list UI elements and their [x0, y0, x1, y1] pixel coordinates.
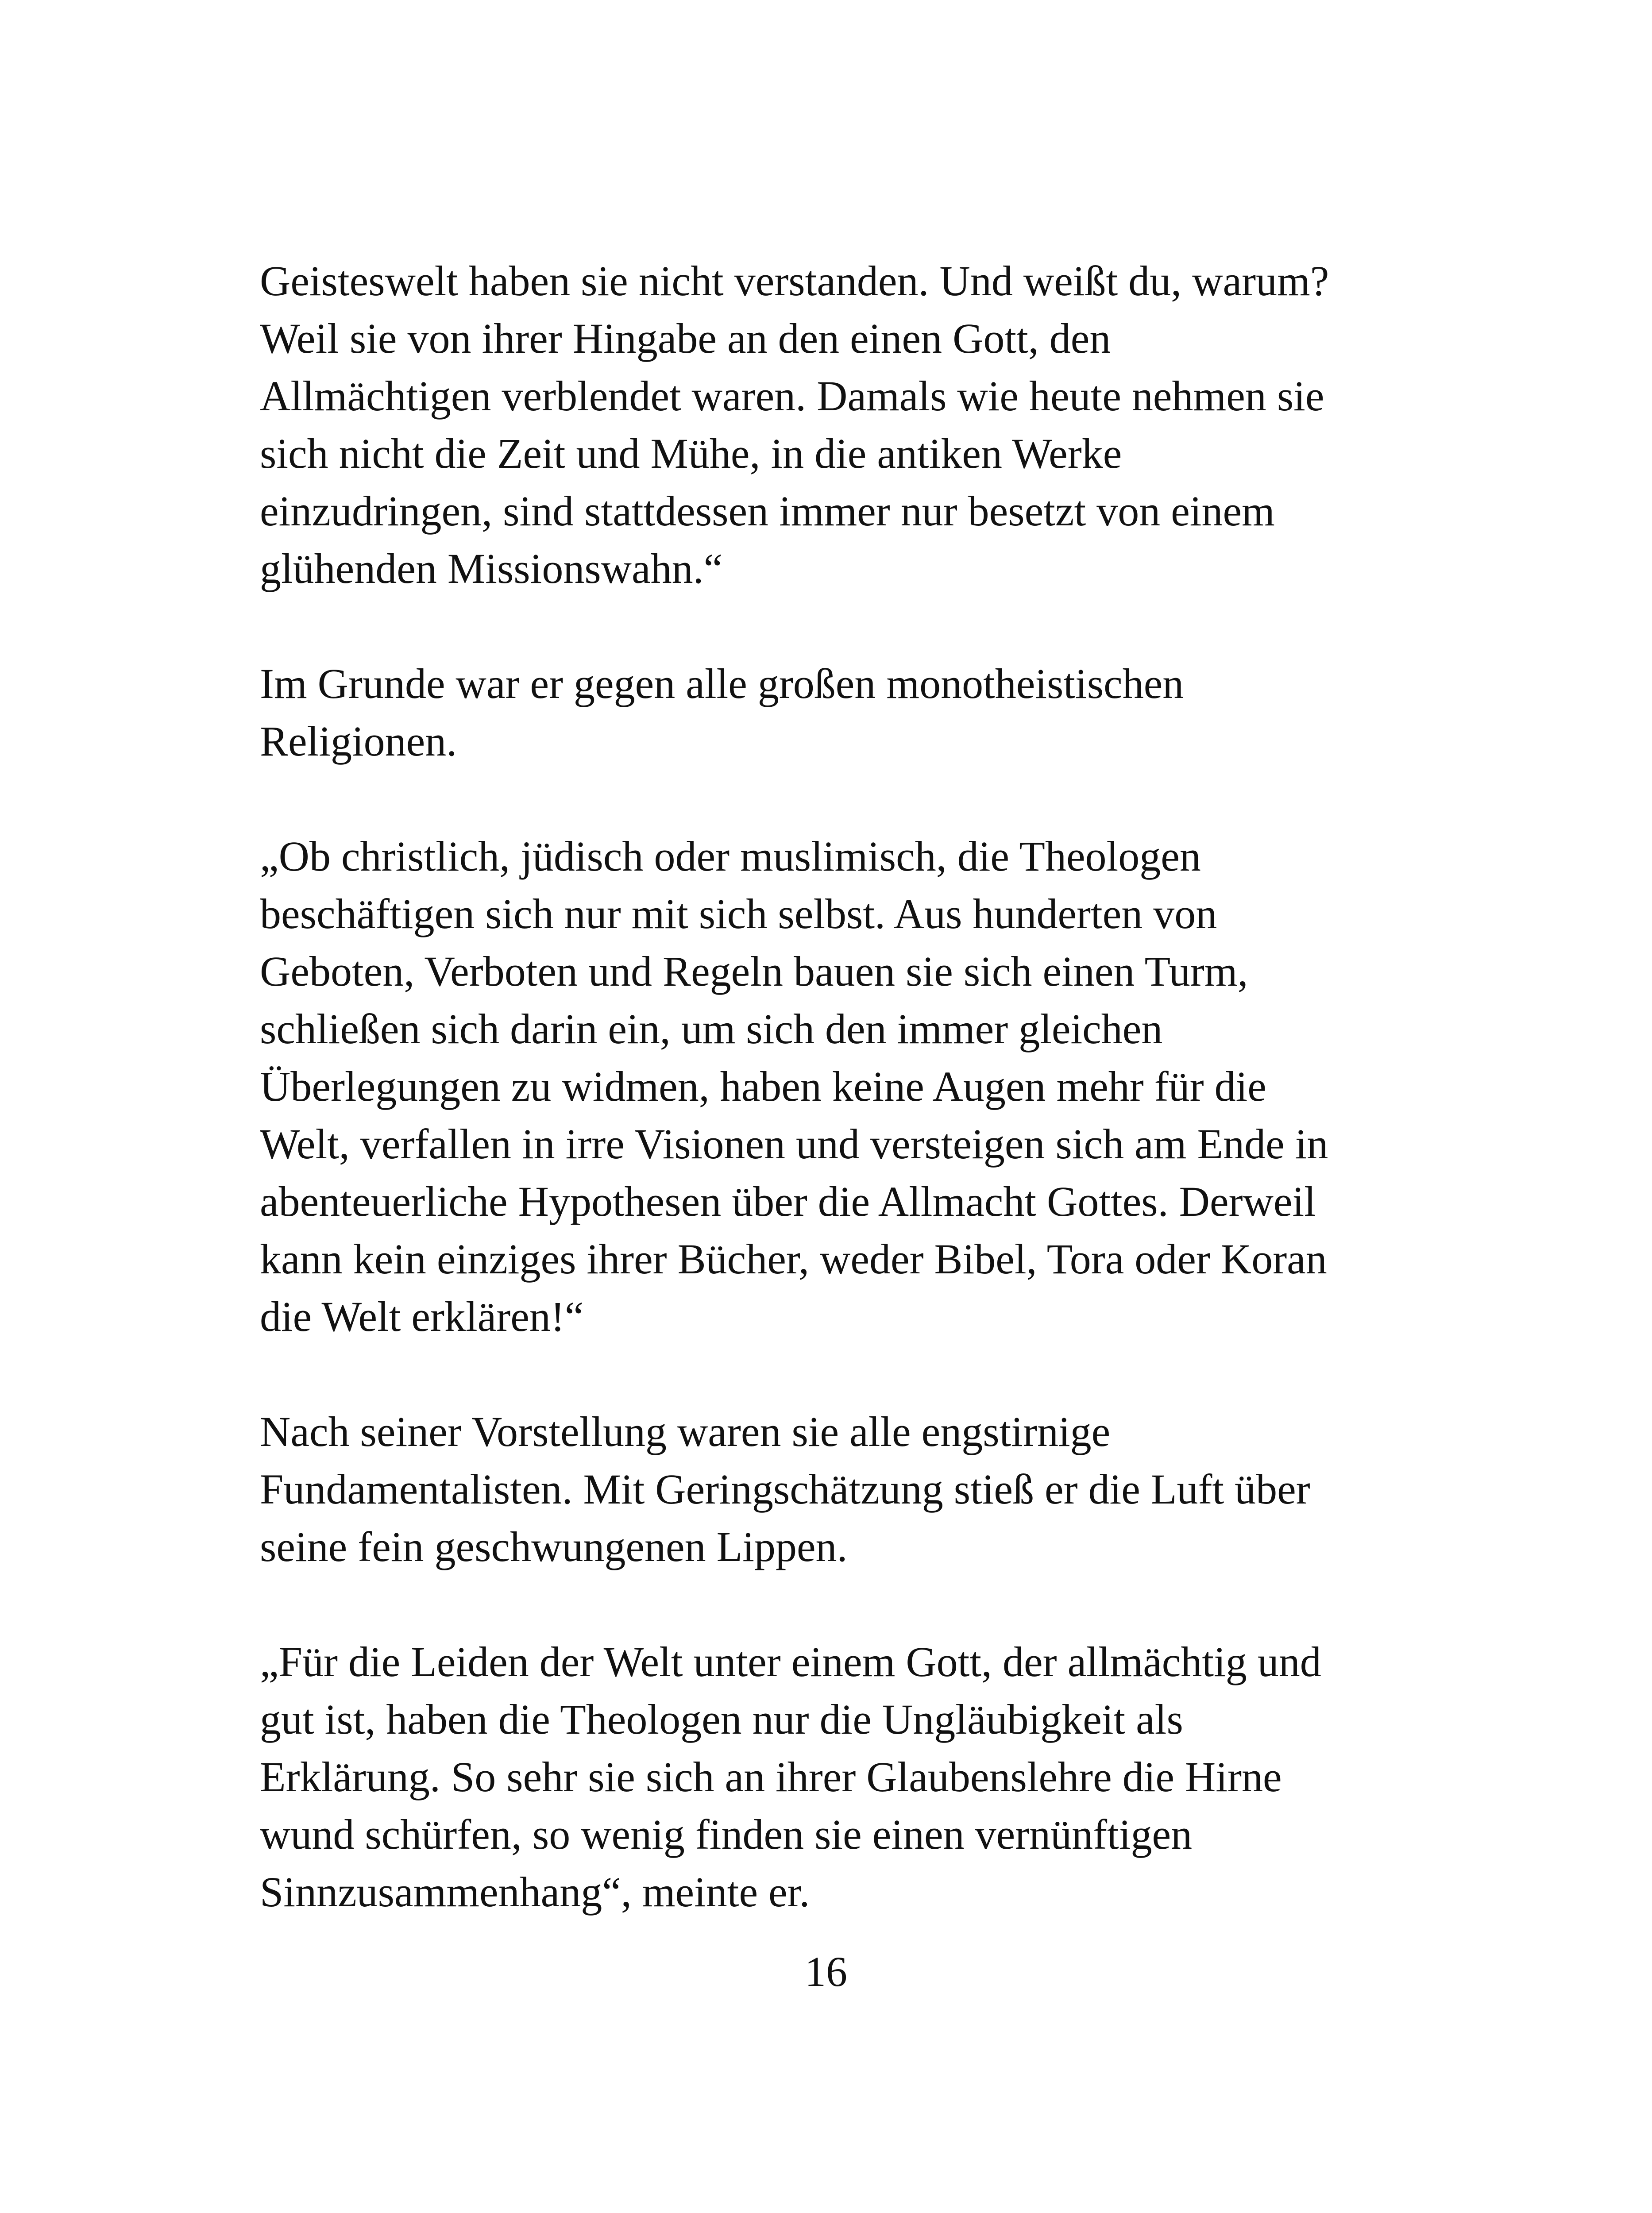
text-line: seine fein geschwungenen Lippen.	[260, 1523, 848, 1570]
text-line: wund schürfen, so wenig finden sie einen vernünftigen	[260, 1811, 1193, 1858]
paragraph	[260, 1633, 1393, 1921]
text-line: Religionen.	[260, 717, 457, 765]
text-line: Im Grunde war er gegen alle großen monotheistischen	[260, 660, 1184, 707]
text-line: glühenden Missionswahn.“	[260, 545, 723, 592]
text-line: beschäftigen sich nur mit sich selbst. Aus hunderten von	[260, 890, 1217, 937]
text-line: schließen sich darin ein, um sich den immer gleichen	[260, 1005, 1163, 1053]
text-line: die Welt erklären!“	[260, 1293, 584, 1340]
text-line: kann kein einziges ihrer Bücher, weder Bibel, Tora oder Koran	[260, 1235, 1327, 1283]
text-line: „Ob christlich, jüdisch oder muslimisch, die Theologen	[260, 833, 1201, 880]
text-line: Allmächtigen verblendet waren. Damals wie heute nehmen sie	[260, 372, 1324, 420]
text-line: abenteuerliche Hypothesen über die Allmacht Gottes. Derweil	[260, 1178, 1316, 1225]
text-line: Erklärung. So sehr sie sich an ihrer Glaubenslehre die Hirne	[260, 1753, 1282, 1800]
text-line: Geisteswelt haben sie nicht verstanden. Und weißt du, warum?	[260, 257, 1329, 305]
body-text	[260, 252, 1393, 1921]
text-line: Fundamentalisten. Mit Geringschätzung stieß er die Luft über	[260, 1465, 1310, 1513]
text-line: Nach seiner Vorstellung waren sie alle engstirnige	[260, 1408, 1111, 1455]
text-line: Welt, verfallen in irre Visionen und versteigen sich am Ende in	[260, 1120, 1328, 1168]
paragraph	[260, 655, 1393, 770]
text-line: sich nicht die Zeit und Mühe, in die antiken Werke	[260, 430, 1122, 477]
page-number: 16	[805, 1948, 847, 1995]
text-line: Überlegungen zu widmen, haben keine Augen mehr für die	[260, 1063, 1266, 1110]
paragraph	[260, 252, 1393, 598]
text-line: Sinnzusammenhang“, meinte er.	[260, 1868, 810, 1916]
text-line: „Für die Leiden der Welt unter einem Gott, der allmächtig und	[260, 1638, 1321, 1685]
paragraph	[260, 1403, 1393, 1576]
paragraph	[260, 828, 1393, 1346]
text-line: Weil sie von ihrer Hingabe an den einen Gott, den	[260, 315, 1111, 362]
text-line: gut ist, haben die Theologen nur die Ungläubigkeit als	[260, 1696, 1183, 1743]
text-line: Geboten, Verboten und Regeln bauen sie sich einen Turm,	[260, 948, 1248, 995]
text-line: einzudringen, sind stattdessen immer nur besetzt von einem	[260, 487, 1275, 535]
